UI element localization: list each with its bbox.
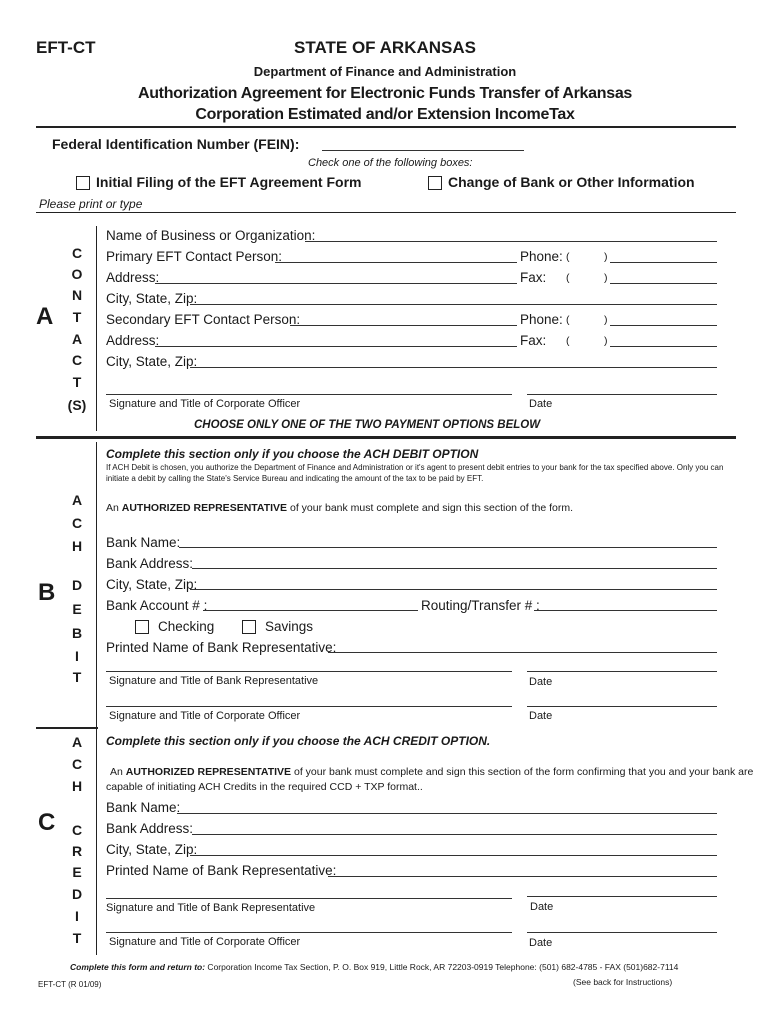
section-b-rep-text	[106, 502, 573, 514]
debit-bank-name-label: Bank Name:	[106, 535, 181, 550]
primary-fax-paren-close: )	[604, 272, 608, 284]
primary-contact-input[interactable]	[275, 262, 517, 263]
credit-bank-signature-label: Signature and Title of Bank Representative	[106, 902, 316, 914]
section-c-rep-prefix: An	[110, 766, 126, 778]
primary-city-label: City, State, Zip:	[106, 291, 198, 306]
checking-checkbox[interactable]	[135, 620, 149, 634]
footer-instructions	[70, 962, 678, 972]
fein-input[interactable]	[322, 150, 524, 151]
credit-bank-date-input[interactable]	[527, 896, 717, 897]
section-a-v-7: (S)	[67, 397, 87, 413]
primary-city-input[interactable]	[190, 304, 717, 305]
section-b-v-4: E	[72, 601, 82, 617]
credit-city-label: City, State, Zip:	[106, 842, 198, 857]
debit-officer-signature-label: Signature and Title of Corporate Officer	[109, 710, 301, 722]
secondary-fax-paren-close: )	[604, 335, 608, 347]
section-b-rep-prefix: An	[106, 502, 122, 514]
section-c-rep-line2: capable of initiating ACH Credits in the required CCD + TXP format..	[106, 781, 423, 793]
fein-label: Federal Identification Number (FEIN):	[52, 136, 300, 152]
credit-officer-date-label: Date	[529, 937, 553, 949]
choose-option-banner: CHOOSE ONLY ONE OF THE TWO PAYMENT OPTIONS BELOW	[194, 419, 541, 431]
primary-phone-paren-close: )	[604, 251, 608, 263]
debit-bank-date-label: Date	[529, 676, 553, 688]
debit-account-input[interactable]	[203, 610, 418, 611]
section-c-v-6: D	[71, 886, 83, 902]
secondary-contact-label: Secondary EFT Contact Person:	[106, 312, 301, 327]
section-b-vertical-divider	[96, 442, 97, 730]
section-b-v-5: B	[71, 625, 83, 641]
debit-bank-name-input[interactable]	[179, 547, 717, 548]
section-c-rep-bold: AUTHORIZED REPRESENTATIVE	[125, 766, 292, 778]
secondary-fax-label: Fax:	[520, 333, 547, 348]
see-back-note: (See back for Instructions)	[573, 977, 673, 987]
credit-city-input[interactable]	[190, 855, 717, 856]
debit-routing-input[interactable]	[534, 610, 717, 611]
primary-address-input[interactable]	[155, 283, 517, 284]
primary-fax-paren-open: (	[566, 272, 570, 284]
section-b-note-1: If ACH Debit is chosen, you authorize the Department of Finance and Administration or it's agent to present debit entries to your bank for the tax specified above. Only you can	[106, 463, 724, 472]
secondary-fax-paren-open: (	[566, 335, 570, 347]
section-c-v-5: E	[72, 864, 82, 880]
section-a-v-4: A	[71, 331, 83, 347]
section-a-v-6: T	[72, 374, 82, 390]
footer-instr-bold: Complete this form and return to:	[70, 962, 206, 972]
debit-bank-signature-label: Signature and Title of Bank Representative	[109, 675, 319, 687]
officer-date-input[interactable]	[527, 394, 717, 395]
credit-bank-name-input[interactable]	[177, 813, 717, 814]
section-b-letter: B	[38, 579, 56, 606]
debit-bank-address-label: Bank Address:	[106, 556, 194, 571]
section-c-v-0: A	[71, 734, 83, 750]
secondary-contact-input[interactable]	[290, 325, 517, 326]
secondary-phone-paren-close: )	[604, 314, 608, 326]
credit-bank-date-label: Date	[530, 901, 554, 913]
section-b-v-2: H	[71, 538, 83, 554]
debit-account-label: Bank Account # :	[106, 598, 208, 613]
change-bank-label: Change of Bank or Other Information	[448, 174, 695, 190]
secondary-city-input[interactable]	[190, 367, 717, 368]
section-a-v-5: C	[71, 352, 83, 368]
revision-label: EFT-CT (R 01/09)	[38, 980, 102, 989]
section-c-top-border	[36, 727, 98, 729]
section-c-rep-text	[110, 766, 753, 778]
initial-filing-checkbox[interactable]	[76, 176, 90, 190]
officer-signature-input[interactable]	[106, 394, 512, 395]
section-a-v-0: C	[71, 245, 83, 261]
debit-officer-signature-input[interactable]	[106, 706, 512, 707]
primary-phone-paren-open: (	[566, 251, 570, 263]
primary-fax-input[interactable]	[610, 283, 717, 284]
section-a-letter: A	[36, 303, 54, 330]
debit-bank-date-input[interactable]	[527, 671, 717, 672]
credit-bank-address-label: Bank Address:	[106, 821, 194, 836]
section-c-v-2: H	[71, 778, 83, 794]
section-b-heading: Complete this section only if you choose the ACH DEBIT OPTION	[106, 447, 479, 461]
section-b-rep-suffix: of your bank must complete and sign this section of the form.	[287, 502, 574, 514]
secondary-fax-input[interactable]	[610, 346, 717, 347]
debit-officer-date-input[interactable]	[527, 706, 717, 707]
credit-officer-date-input[interactable]	[527, 932, 717, 933]
primary-fax-label: Fax:	[520, 270, 547, 285]
debit-routing-label: Routing/Transfer # :	[421, 598, 540, 613]
savings-label: Savings	[265, 619, 314, 634]
form-subtitle: Corporation Estimated and/or Extension IncomeTax	[195, 106, 575, 123]
credit-bank-name-label: Bank Name:	[106, 800, 181, 815]
business-name-input[interactable]	[305, 241, 717, 242]
section-b-v-0: A	[71, 492, 83, 508]
officer-date-label: Date	[529, 398, 553, 410]
section-c-letter: C	[38, 809, 56, 836]
section-b-note-2: initiate a debit by calling the State's Service Bureau and indicating the amount of the tax to be paid by EFT.	[106, 474, 484, 483]
credit-bank-signature-input[interactable]	[106, 898, 512, 899]
credit-printed-name-label: Printed Name of Bank Representative:	[106, 863, 337, 878]
credit-officer-signature-input[interactable]	[106, 932, 512, 933]
secondary-phone-label: Phone:	[520, 312, 563, 327]
debit-bank-address-input[interactable]	[192, 568, 717, 569]
section-c-v-1: C	[71, 756, 83, 772]
business-name-label: Name of Business or Organization:	[106, 228, 316, 243]
header-divider	[36, 126, 736, 128]
debit-printed-name-input[interactable]	[328, 652, 717, 653]
debit-city-input[interactable]	[190, 589, 717, 590]
debit-printed-name-label: Printed Name of Bank Representative:	[106, 640, 337, 655]
section-c-v-3: C	[71, 822, 83, 838]
primary-address-label: Address:	[106, 270, 160, 285]
print-note: Please print or type	[39, 197, 143, 211]
section-c-heading: Complete this section only if you choose the ACH CREDIT OPTION.	[106, 734, 491, 748]
credit-officer-signature-label: Signature and Title of Corporate Officer	[109, 936, 301, 948]
state-title: STATE OF ARKANSAS	[294, 38, 476, 57]
form-id: EFT-CT	[36, 38, 96, 57]
section-a-top-border	[36, 212, 736, 213]
section-c-v-4: R	[71, 843, 83, 859]
section-b-rep-bold: AUTHORIZED REPRESENTATIVE	[121, 502, 288, 514]
section-c-v-8: T	[72, 930, 82, 946]
section-c-v-7: I	[75, 908, 79, 924]
secondary-address-input[interactable]	[155, 346, 517, 347]
credit-bank-address-input[interactable]	[192, 834, 717, 835]
section-c-vertical-divider	[96, 730, 97, 955]
debit-city-label: City, State, Zip:	[106, 577, 198, 592]
secondary-city-label: City, State, Zip:	[106, 354, 198, 369]
section-a-v-3: T	[72, 309, 82, 325]
debit-bank-signature-input[interactable]	[106, 671, 512, 672]
section-a-v-2: N	[71, 287, 83, 303]
footer-instr-text: Corporation Income Tax Section, P. O. Box 919, Little Rock, AR 72203-0919 Telephone: (501) 682-4785 - FAX (501)682-7114	[205, 962, 679, 972]
section-b-v-7: T	[72, 669, 82, 685]
primary-phone-input[interactable]	[610, 262, 717, 263]
officer-signature-label: Signature and Title of Corporate Officer	[109, 398, 301, 410]
section-b-top-border	[36, 436, 736, 439]
secondary-phone-input[interactable]	[610, 325, 717, 326]
primary-contact-label: Primary EFT Contact Person:	[106, 249, 283, 264]
department-name: Department of Finance and Administration	[253, 64, 517, 79]
initial-filing-label: Initial Filing of the EFT Agreement Form	[96, 174, 362, 190]
savings-checkbox[interactable]	[242, 620, 256, 634]
credit-printed-name-input[interactable]	[328, 876, 717, 877]
secondary-address-label: Address:	[106, 333, 160, 348]
section-c-rep-suffix: of your bank must complete and sign this section of the form confirming that you and your bank are	[291, 766, 754, 778]
debit-officer-date-label: Date	[529, 710, 553, 722]
secondary-phone-paren-open: (	[566, 314, 570, 326]
section-a-vertical-divider	[96, 226, 97, 431]
section-a-v-1: O	[71, 266, 83, 282]
section-b-v-3: D	[71, 577, 83, 593]
section-b-v-1: C	[71, 515, 83, 531]
checkbox-prompt: Check one of the following boxes:	[308, 157, 473, 169]
primary-phone-label: Phone:	[520, 249, 563, 264]
section-b-v-6: I	[75, 648, 79, 664]
form-title: Authorization Agreement for Electronic Funds Transfer of Arkansas	[137, 85, 633, 102]
change-bank-checkbox[interactable]	[428, 176, 442, 190]
checking-label: Checking	[158, 619, 215, 634]
